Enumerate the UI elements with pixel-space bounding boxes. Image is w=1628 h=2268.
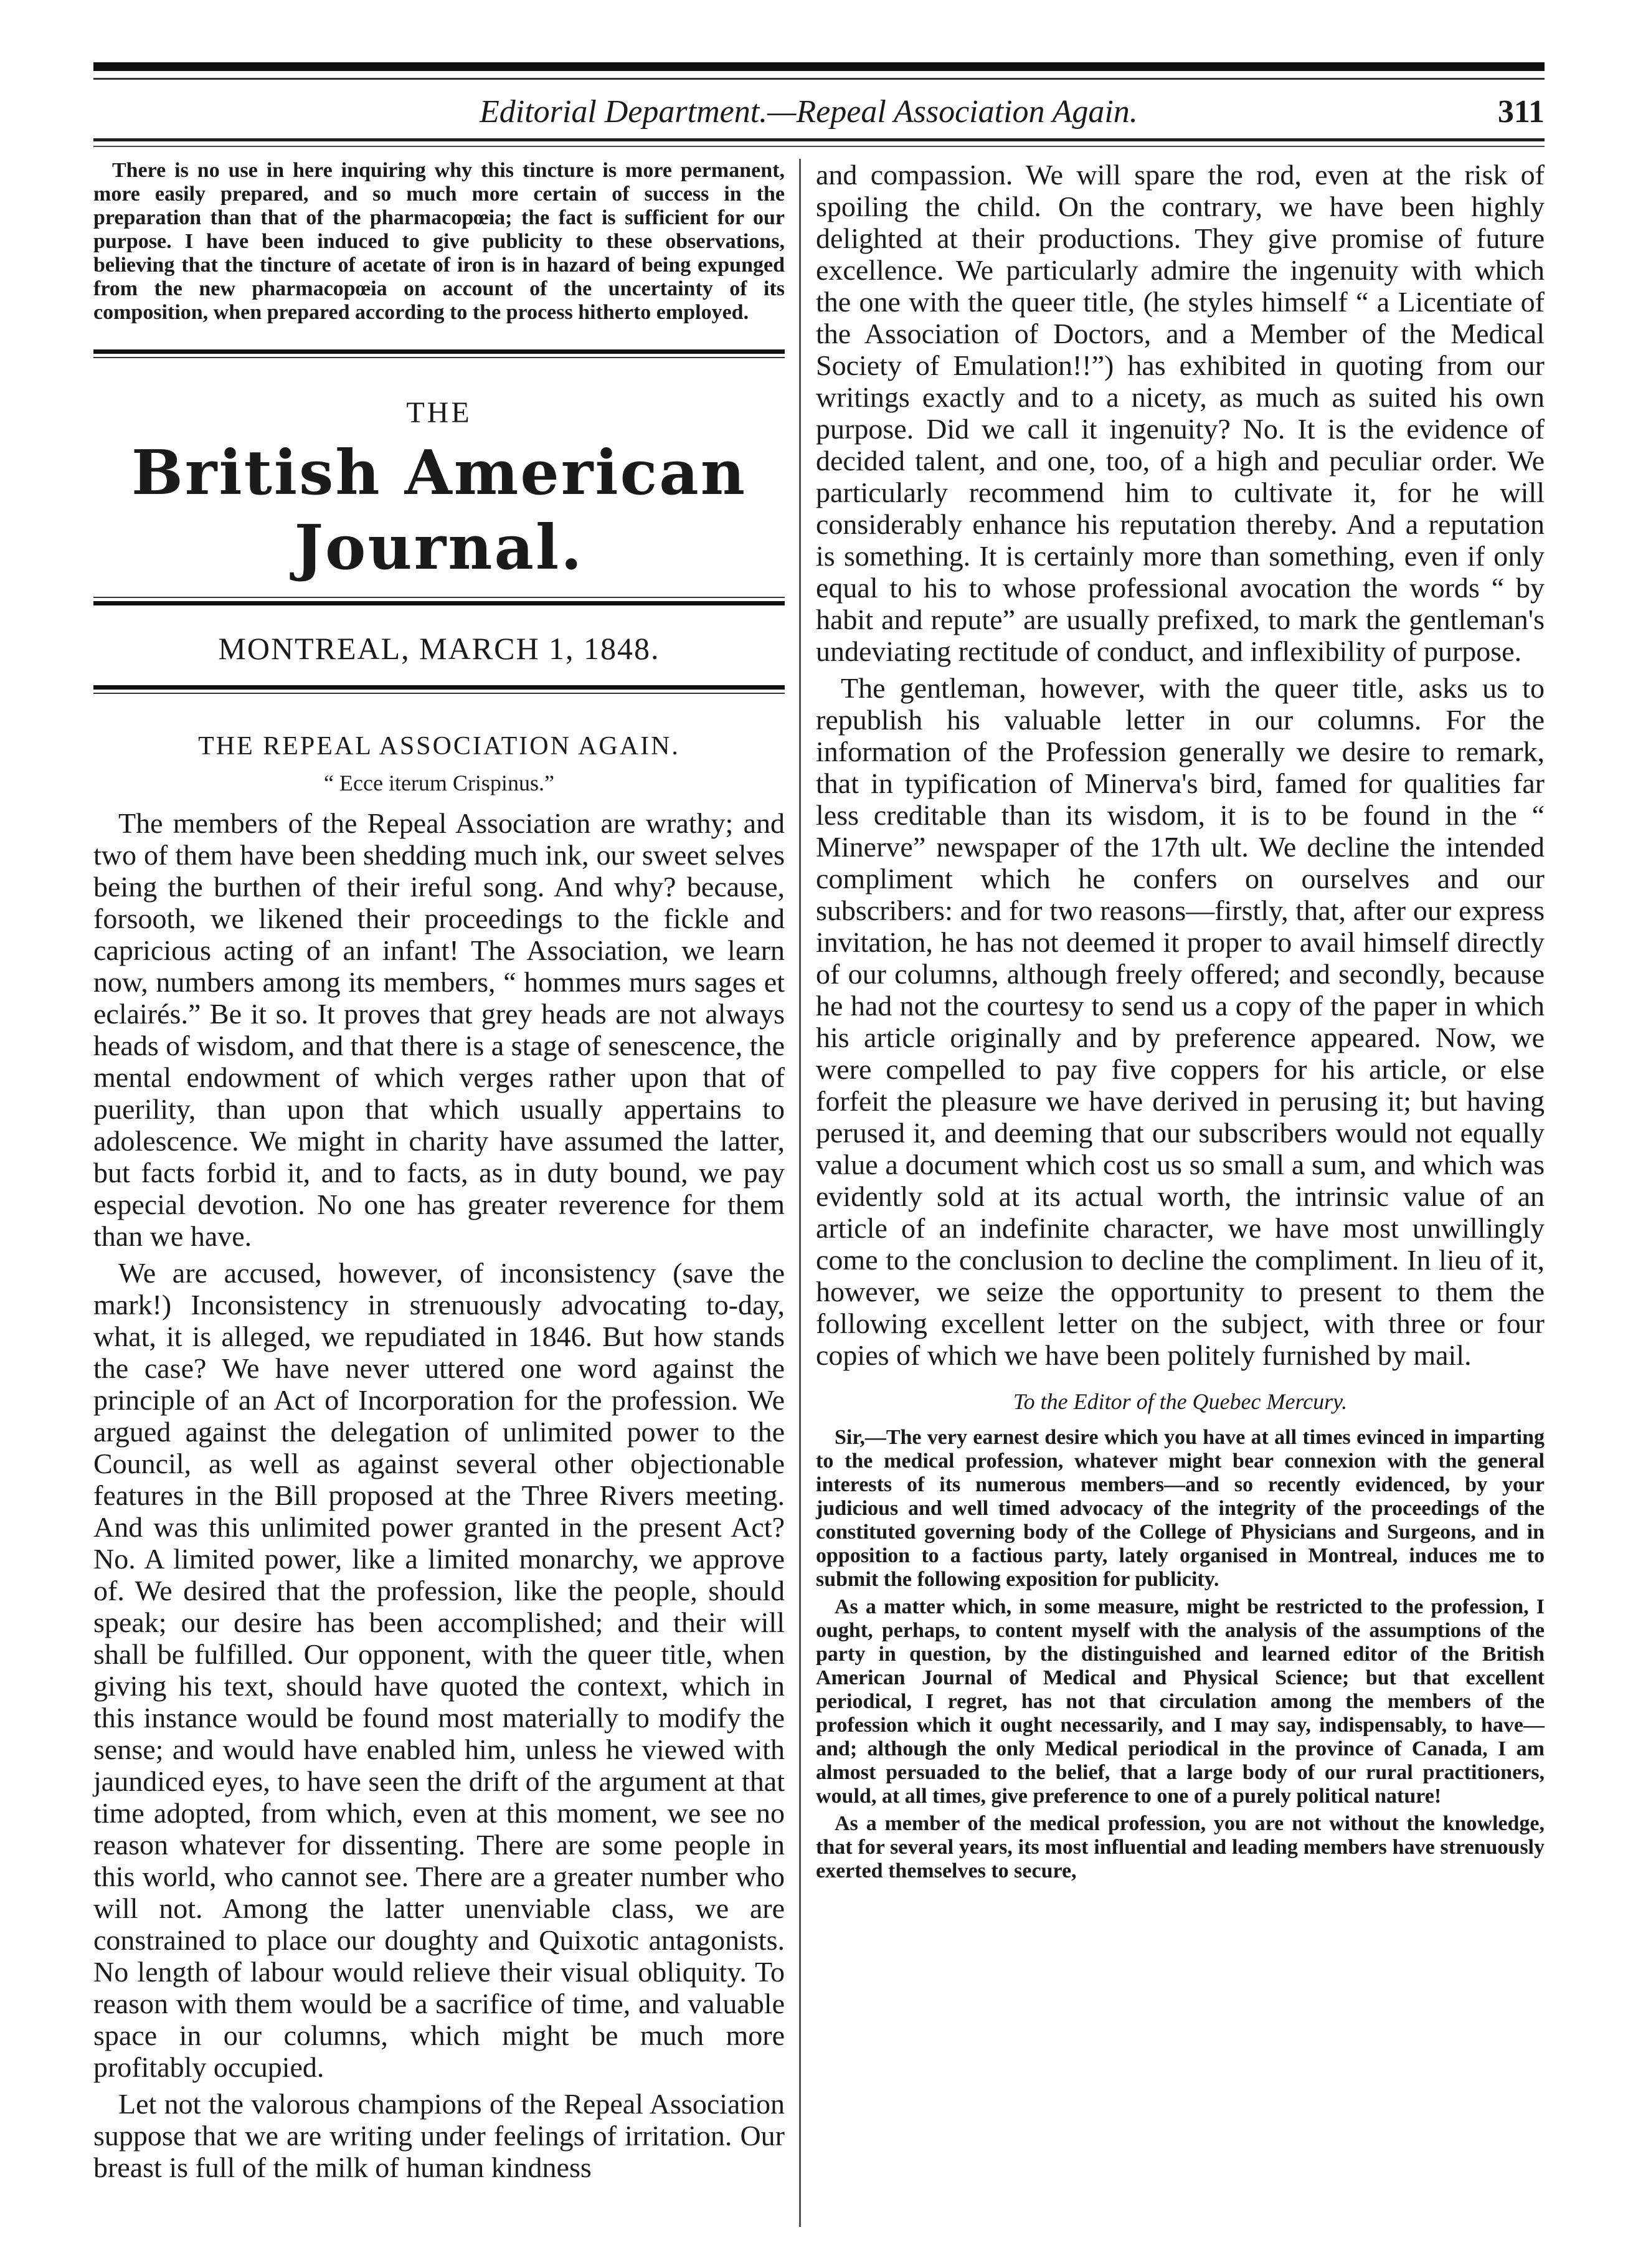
top-ornamental-rule <box>93 62 1545 71</box>
letter-paragraph-1: Sir,—The very earnest desire which you have at all times evinced in imparting to the medical profession, whatever might bear connexion with the general interests of its numerous members—and so recently evidenced, by your judicious and well timed advocacy of the integrity of the proceedings of the constituted governing body of the College of Physicians and Surgeons, and in opposition to a factious party, lately organised in Montreal, induces me to submit the following exposition for publicity. <box>816 1426 1545 1591</box>
article-title: THE REPEAL ASSOCIATION AGAIN. <box>198 732 680 761</box>
letter-paragraph-3: As a member of the medical profession, you are not without the knowledge, that for several years, its most influential and leading members have strenuously exerted themselves to secure, <box>816 1812 1545 1882</box>
running-title: Editorial Department.—Repeal Association Again. <box>480 94 1138 130</box>
article-paragraph-2: We are accused, however, of inconsistency (save the mark!) Inconsistency in strenuously advocating to-day, what, it is alleged, we repudiated in 1846. But how stands the case? We have never uttered one word against the principle of an Act of Incorporation for the profession. We argued against the delegation of unlimited power to the Council, as well as against several other objectionable features in the Bill proposed at the Three Rivers meeting. And was this unlimited power granted in the present Act? No. A limited power, like a limited monarchy, we approve of. We desired that the profession, like the people, should speak; our desire has been accomplished; and their will shall be fulfilled. Our opponent, with the queer title, when giving his text, should have quoted the context, which in this instance would be found most materially to modify the sense; and would have enabled him, unless he viewed with jaundiced eyes, to have seen the drift of the argument at that time adopted, from which, even at this moment, we see no reason whatever for dissenting. There are some people in this world, who cannot see. There are a greater number who will not. Among the latter unenviable class, we are constrained to place our doughty and Quixotic antagonists. No length of labour would relieve their visual obliquity. To reason with them would be a sacrifice of time, and valuable space in our columns, which might be much more profitably occupied. <box>93 1257 785 2083</box>
letter-paragraph-2: As a matter which, in some measure, might be restricted to the profession, I ought, perhaps, to content myself with the analysis of the assumptions of the party in question, by the distinguished and learned editor of the British American Journal of Medical and Physical Science; but that excellent periodical, I regret, has not that circulation among the members of the profession which it ought necessarily, and I may say, indispensably, to have—and; although the only Medical periodical in the province of Canada, I am almost persuaded to the belief, that a large body of our rural practitioners, would, at all times, give preference to one of a purely political nature! <box>816 1595 1545 1808</box>
masthead-rule-top <box>93 349 785 354</box>
dateline-rule-thin <box>93 693 785 694</box>
top-thin-rule <box>93 78 1545 80</box>
letter-heading: To the Editor of the Quebec Mercury. <box>1013 1389 1348 1414</box>
running-head <box>93 93 1545 137</box>
right-column <box>816 159 1545 1883</box>
masthead-rule-top-thin <box>93 357 785 358</box>
article-paragraph-3: Let not the valorous champions of the Repeal Association suppose that we are writing under feelings of irritation. Our breast is full of the milk of human kindness <box>93 2088 785 2183</box>
article-paragraph-5: The gentleman, however, with the queer title, asks us to republish his valuable letter in our columns. For the information of the Profession generally we desire to remark, that in typification of Minerva's bird, famed for qualities far less creditable than its wisdom, it is to be found in the “ Minerve” newspaper of the 17th ult. We decline the intended compliment which he confers on ourselves and our subscribers: and for two reasons—firstly, that, after our express invitation, he has not deemed it proper to avail himself directly of our columns, although freely offered; and secondly, because he had not the courtesy to send us a copy of the paper in which his article originally and by preference appeared. Now, we were compelled to pay five coppers for his article, or else forfeit the pleasure we have derived in perusing it; but having perused it, and deeming that our subscribers would not equally value a document which cost us so small a sum, and which was evidently sold at its actual worth, the intrinsic value of an article of an indefinite character, we have most unwillingly come to the conclusion to decline the compliment. In lieu of it, however, we seize the opportunity to present to them the following excellent letter on the subject, with three or four copies of which we have been politely furnished by mail. <box>816 672 1545 1371</box>
masthead-the: THE <box>406 396 472 429</box>
header-rule <box>93 138 1545 141</box>
footnote-paragraph: There is no use in here inquiring why this tincture is more permanent, more easily prepared, and so much more certain of success in the preparation than that of the pharmacopœia; the fact is sufficient for our purpose. I have been induced to give publicity to these observations, believing that the tincture of acetate of iron is in hazard of being expunged from the new pharmacopœia on account of the uncertainty of its composition, when prepared according to the process hitherto employed. <box>93 159 785 324</box>
article-paragraph-1: The members of the Repeal Association are wrathy; and two of them have been shedding much ink, our sweet selves being the burthen of their ireful song. And why? because, forsooth, we likened their proceedings to the fickle and capricious acting of an infant! The Association, we learn now, numbers among its members, “ hommes murs sages et eclairés.” Be it so. It proves that grey heads are not always heads of wisdom, and that there is a stage of senescence, the mental endowment of which verges rather upon that of puerility, than upon that which usually appertains to adolescence. We might in charity have assumed the latter, but facts forbid it, and to facts, as in duty bound, we pay especial devotion. No one has greater reverence for them than we have. <box>93 807 785 1252</box>
column-divider <box>799 159 801 2227</box>
page-number: 311 <box>1497 94 1545 130</box>
article-motto: “ Ecce iterum Crispinus.” <box>324 771 554 795</box>
dateline: MONTREAL, MARCH 1, 1848. <box>218 631 660 666</box>
masthead-block <box>93 349 785 694</box>
article-paragraph-4: and compassion. We will spare the rod, even at the risk of spoiling the child. On the contrary, we have been highly delighted at their productions. They give promise of future excellence. We particularly admire the ingenuity with which the one with the queer title, (he styles himself “ a Licentiate of the Association of Doctors, and a Member of the Medical Society of Emulation!!”) has exhibited in quoting from our writings exactly and to a nicety, as much as suited his own purpose. Did we call it ingenuity? No. It is the evidence of decided talent, and one, too, of a high and peculiar order. We particularly recommend him to cultivate it, for he will considerably enhance his reputation thereby. And a reputation is something. It is certainly more than something, even if only equal to his to whose professional avocation the words “ by habit and repute” are usually prefixed, to mark the gentleman's undeviating rectitude of conduct, and inflexibility of purpose. <box>816 159 1545 667</box>
dateline-rule <box>93 685 785 690</box>
left-column <box>93 159 785 2183</box>
masthead-rule-mid-thick <box>93 601 785 605</box>
header-rule-thin <box>93 146 1545 147</box>
masthead-title: British American Journal. <box>131 437 747 584</box>
